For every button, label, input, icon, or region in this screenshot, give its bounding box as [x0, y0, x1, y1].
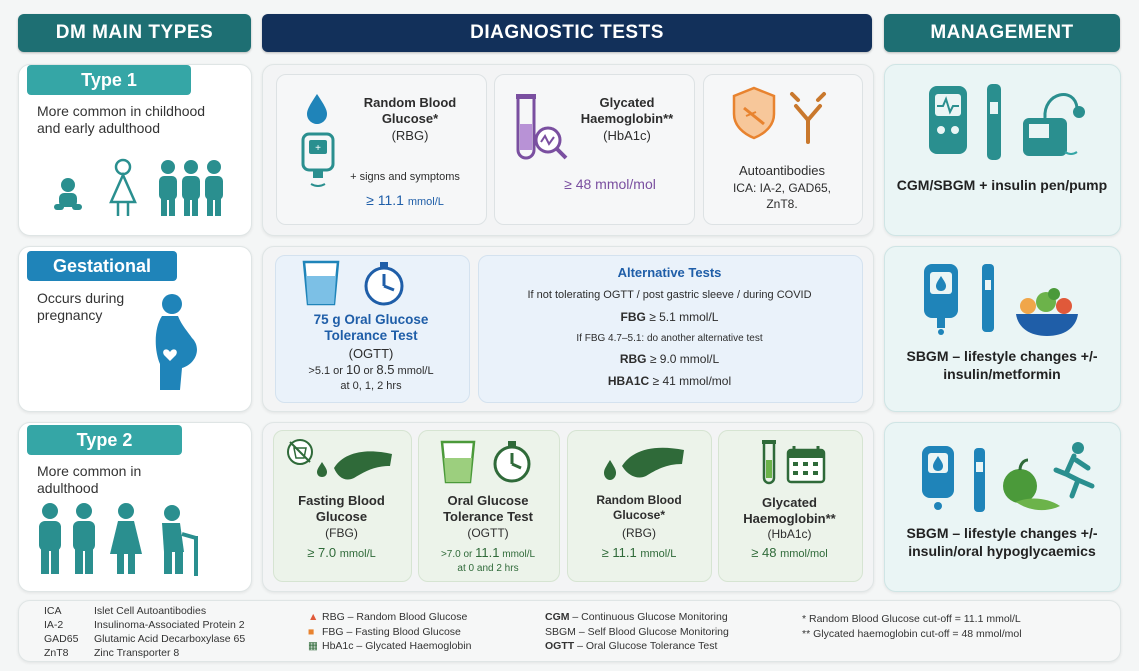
- pregnant-woman-icon: [144, 292, 204, 392]
- legend-icon-label: FBG – Fasting Blood Glucose: [322, 625, 461, 638]
- cgm-insulin-pen-icon: [925, 82, 1095, 162]
- legend-note: ** Glycated haemoglobin cut-off = 48 mmol/mol: [802, 628, 1022, 640]
- type2-hba1c-value: [724, 545, 855, 561]
- legend-abbrev-row: [44, 618, 245, 632]
- legend-icon-row: [308, 639, 471, 654]
- gestational-ogtt-values-pre: >5.1 or: [308, 365, 347, 377]
- type2-fbg-unit: mmol/L: [339, 548, 376, 560]
- type2-ogtt-val-post: mmol/L: [499, 549, 536, 560]
- header-diagnostic-tests: DIAGNOSTIC TESTS: [262, 14, 872, 52]
- legend-abbrev-value: Islet Cell Autoantibodies: [94, 605, 207, 617]
- type1-auto-title: Autoantibodies: [738, 163, 825, 178]
- type2-description: More common in adulthood: [37, 463, 142, 496]
- type1-rbg-value: [330, 192, 480, 209]
- gestational-alt-fbg: [478, 310, 861, 325]
- gestational-ogtt-abbr: (OGTT): [348, 346, 394, 361]
- people-adults-icon: [34, 502, 204, 576]
- legend-notes: [802, 612, 1022, 642]
- legend-abbrev-key: IA-2: [44, 619, 64, 631]
- legend-icon-row: [308, 625, 471, 640]
- legend-monitoring-key: CGM: [545, 611, 570, 623]
- type1-rbg-abbr: (RBG): [391, 128, 429, 143]
- glucometer-food-icon: [920, 262, 1090, 338]
- legend-icons: [308, 610, 471, 654]
- legend-monitoring-key: OGTT: [545, 640, 575, 652]
- type2-rbg-title: Random Blood Glucose*: [596, 493, 682, 522]
- glucometer-exercise-icon: [918, 440, 1098, 516]
- type2-ogtt-values: [420, 546, 556, 561]
- type2-rbg-value-num: ≥ 11.1: [601, 545, 637, 560]
- gestational-ogtt-v10: 10: [346, 362, 361, 377]
- fasting-icon: ■: [308, 625, 315, 638]
- type2-fbg-value: [280, 545, 403, 561]
- legend-abbrev-value: Insulinoma-Associated Protein 2: [94, 619, 245, 631]
- legend-abbrev-key: ICA: [44, 605, 62, 617]
- gestational-alt-rbg-label: RBG: [619, 352, 647, 366]
- gestational-alt-rbg-value: ≥ 9.0 mmol/L: [649, 352, 720, 366]
- people-children-icon: [48, 158, 233, 220]
- legend-monitoring-key: SBGM: [545, 625, 576, 638]
- gestational-ogtt-times: at 0, 1, 2 hrs: [340, 380, 402, 392]
- type1-rbg-value-num: ≥ 11.1: [366, 192, 404, 208]
- legend-abbrev-key: ZnT8: [44, 647, 69, 659]
- glass-stopwatch-icon: [302, 260, 412, 308]
- type1-auto-line1: ICA: IA-2, GAD65,: [732, 181, 832, 195]
- legend-icon-label: RBG – Random Blood Glucose: [322, 611, 468, 623]
- header-dm-main-types: DM MAIN TYPES: [18, 14, 251, 52]
- type2-rbg-abbr: (RBG): [622, 526, 656, 540]
- type2-rbg-value: [574, 545, 704, 561]
- gestational-ogtt-v85: 8.5: [376, 362, 395, 377]
- type1-auto-line2: ZnT8.: [766, 197, 798, 211]
- gestational-alt-hba1c-label: HBA1C: [607, 374, 650, 388]
- type1-tag: Type 1: [27, 65, 191, 95]
- gestational-management-text: SBGM – lifestyle changes +/- insulin/metformin: [906, 348, 1098, 382]
- legend-note: * Random Blood Glucose cut-off = 11.1 mmol/L: [802, 613, 1021, 625]
- fasting-drop-icon: [284, 438, 398, 488]
- glass-stopwatch-green-icon: [440, 440, 540, 486]
- gestational-ogtt-values: [283, 363, 459, 378]
- calendar-icon: ▦: [308, 640, 318, 652]
- type2-hba1c-value-num: ≥ 48: [751, 545, 777, 560]
- gestational-alt-rbg: [478, 352, 861, 367]
- legend-monitoring-row: [545, 625, 729, 640]
- legend-monitoring-row: [545, 639, 729, 654]
- legend-monitoring-row: [545, 610, 729, 625]
- legend-abbrev-key: GAD65: [44, 633, 79, 645]
- type2-ogtt-abbr: (OGTT): [467, 526, 509, 540]
- type2-fbg-abbr: (FBG): [325, 526, 358, 540]
- type2-management-text: SBGM – lifestyle changes +/- insulin/oral hypoglycaemics: [906, 525, 1098, 559]
- blood-drop-icon: ▲: [308, 611, 319, 623]
- gestational-ogtt-values-mid: or: [360, 365, 377, 377]
- type1-hba1c-title: Glycated Haemoglobin**: [580, 95, 674, 126]
- type2-fbg-title: Fasting Blood Glucose: [298, 493, 385, 524]
- legend-monitoring: [545, 610, 729, 654]
- type1-rbg-note: + signs and symptoms: [350, 171, 460, 183]
- type2-ogtt-val-pre: >7.0 or: [440, 549, 476, 560]
- type1-rbg-unit: mmol/L: [407, 196, 444, 208]
- test-tube-calendar-icon: [760, 438, 830, 488]
- gestational-alt-hba1c-value: ≥ 41 mmol/mol: [652, 374, 732, 388]
- gestational-ogtt-title: 75 g Oral Glucose Tolerance Test: [313, 312, 429, 343]
- header-management: MANAGEMENT: [884, 14, 1120, 52]
- type1-hba1c-value: ≥ 48 mmol/mol: [564, 176, 656, 192]
- legend-icon-row: [308, 610, 471, 625]
- gestational-alt-note: If FBG 4.7–5.1: do another alternative test: [576, 333, 763, 344]
- gestational-ogtt-values-post: mmol/L: [394, 365, 434, 377]
- type1-description: More common in childhood and early adulthood: [37, 103, 206, 136]
- gestational-alt-fbg-value: ≥ 5.1 mmol/L: [649, 310, 719, 324]
- type2-rbg-unit: mmol/L: [640, 548, 677, 560]
- legend-monitoring-value: – Oral Glucose Tolerance Test: [574, 640, 718, 652]
- test-tube-magnifier-icon: [510, 92, 570, 167]
- gestational-description: Occurs during pregnancy: [37, 290, 125, 323]
- legend-monitoring-value: – Continuous Glucose Monitoring: [569, 611, 728, 623]
- blood-drop-hand-icon: [600, 442, 690, 486]
- type2-ogtt-title: Oral Glucose Tolerance Test: [443, 493, 533, 524]
- type2-hba1c-title: Glycated Haemoglobin**: [743, 495, 836, 526]
- type1-hba1c-abbr: (HbA1c): [603, 128, 651, 143]
- gestational-alt-fbg-label: FBG: [620, 310, 646, 324]
- legend-monitoring-value: – Self Blood Glucose Monitoring: [575, 625, 729, 638]
- type2-ogtt-val-big: 11.1: [475, 545, 500, 560]
- legend-abbrev-row: [44, 632, 245, 646]
- type2-tag: Type 2: [27, 425, 182, 455]
- legend-abbrev-value: Glutamic Acid Decarboxylase 65: [94, 633, 246, 645]
- gestational-alt-intro: If not tolerating OGTT / post gastric sleeve / during COVID: [527, 289, 812, 301]
- shield-antibody-icon: [730, 86, 835, 146]
- type1-management-text: CGM/SBGM + insulin pen/pump: [896, 177, 1108, 193]
- type2-ogtt-times: at 0 and 2 hrs: [457, 563, 519, 574]
- legend-icon-label: HbA1c – Glycated Haemoglobin: [322, 640, 472, 652]
- type2-hba1c-unit: mmol/mol: [780, 548, 828, 560]
- type2-fbg-value-num: ≥ 7.0: [307, 545, 337, 560]
- gestational-alt-hba1c: [478, 374, 861, 389]
- legend-abbreviations: [44, 604, 245, 660]
- gestational-alt-title: Alternative Tests: [617, 265, 722, 280]
- legend-abbrev-row: [44, 604, 245, 618]
- legend-abbrev-value: Zinc Transporter 8: [94, 647, 180, 659]
- svg-text:+: +: [315, 143, 321, 154]
- type1-rbg-title: Random Blood Glucose*: [363, 95, 457, 126]
- legend-abbrev-row: [44, 646, 245, 660]
- type2-hba1c-abbr: (HbA1c): [767, 527, 812, 541]
- gestational-tag: Gestational: [27, 251, 177, 281]
